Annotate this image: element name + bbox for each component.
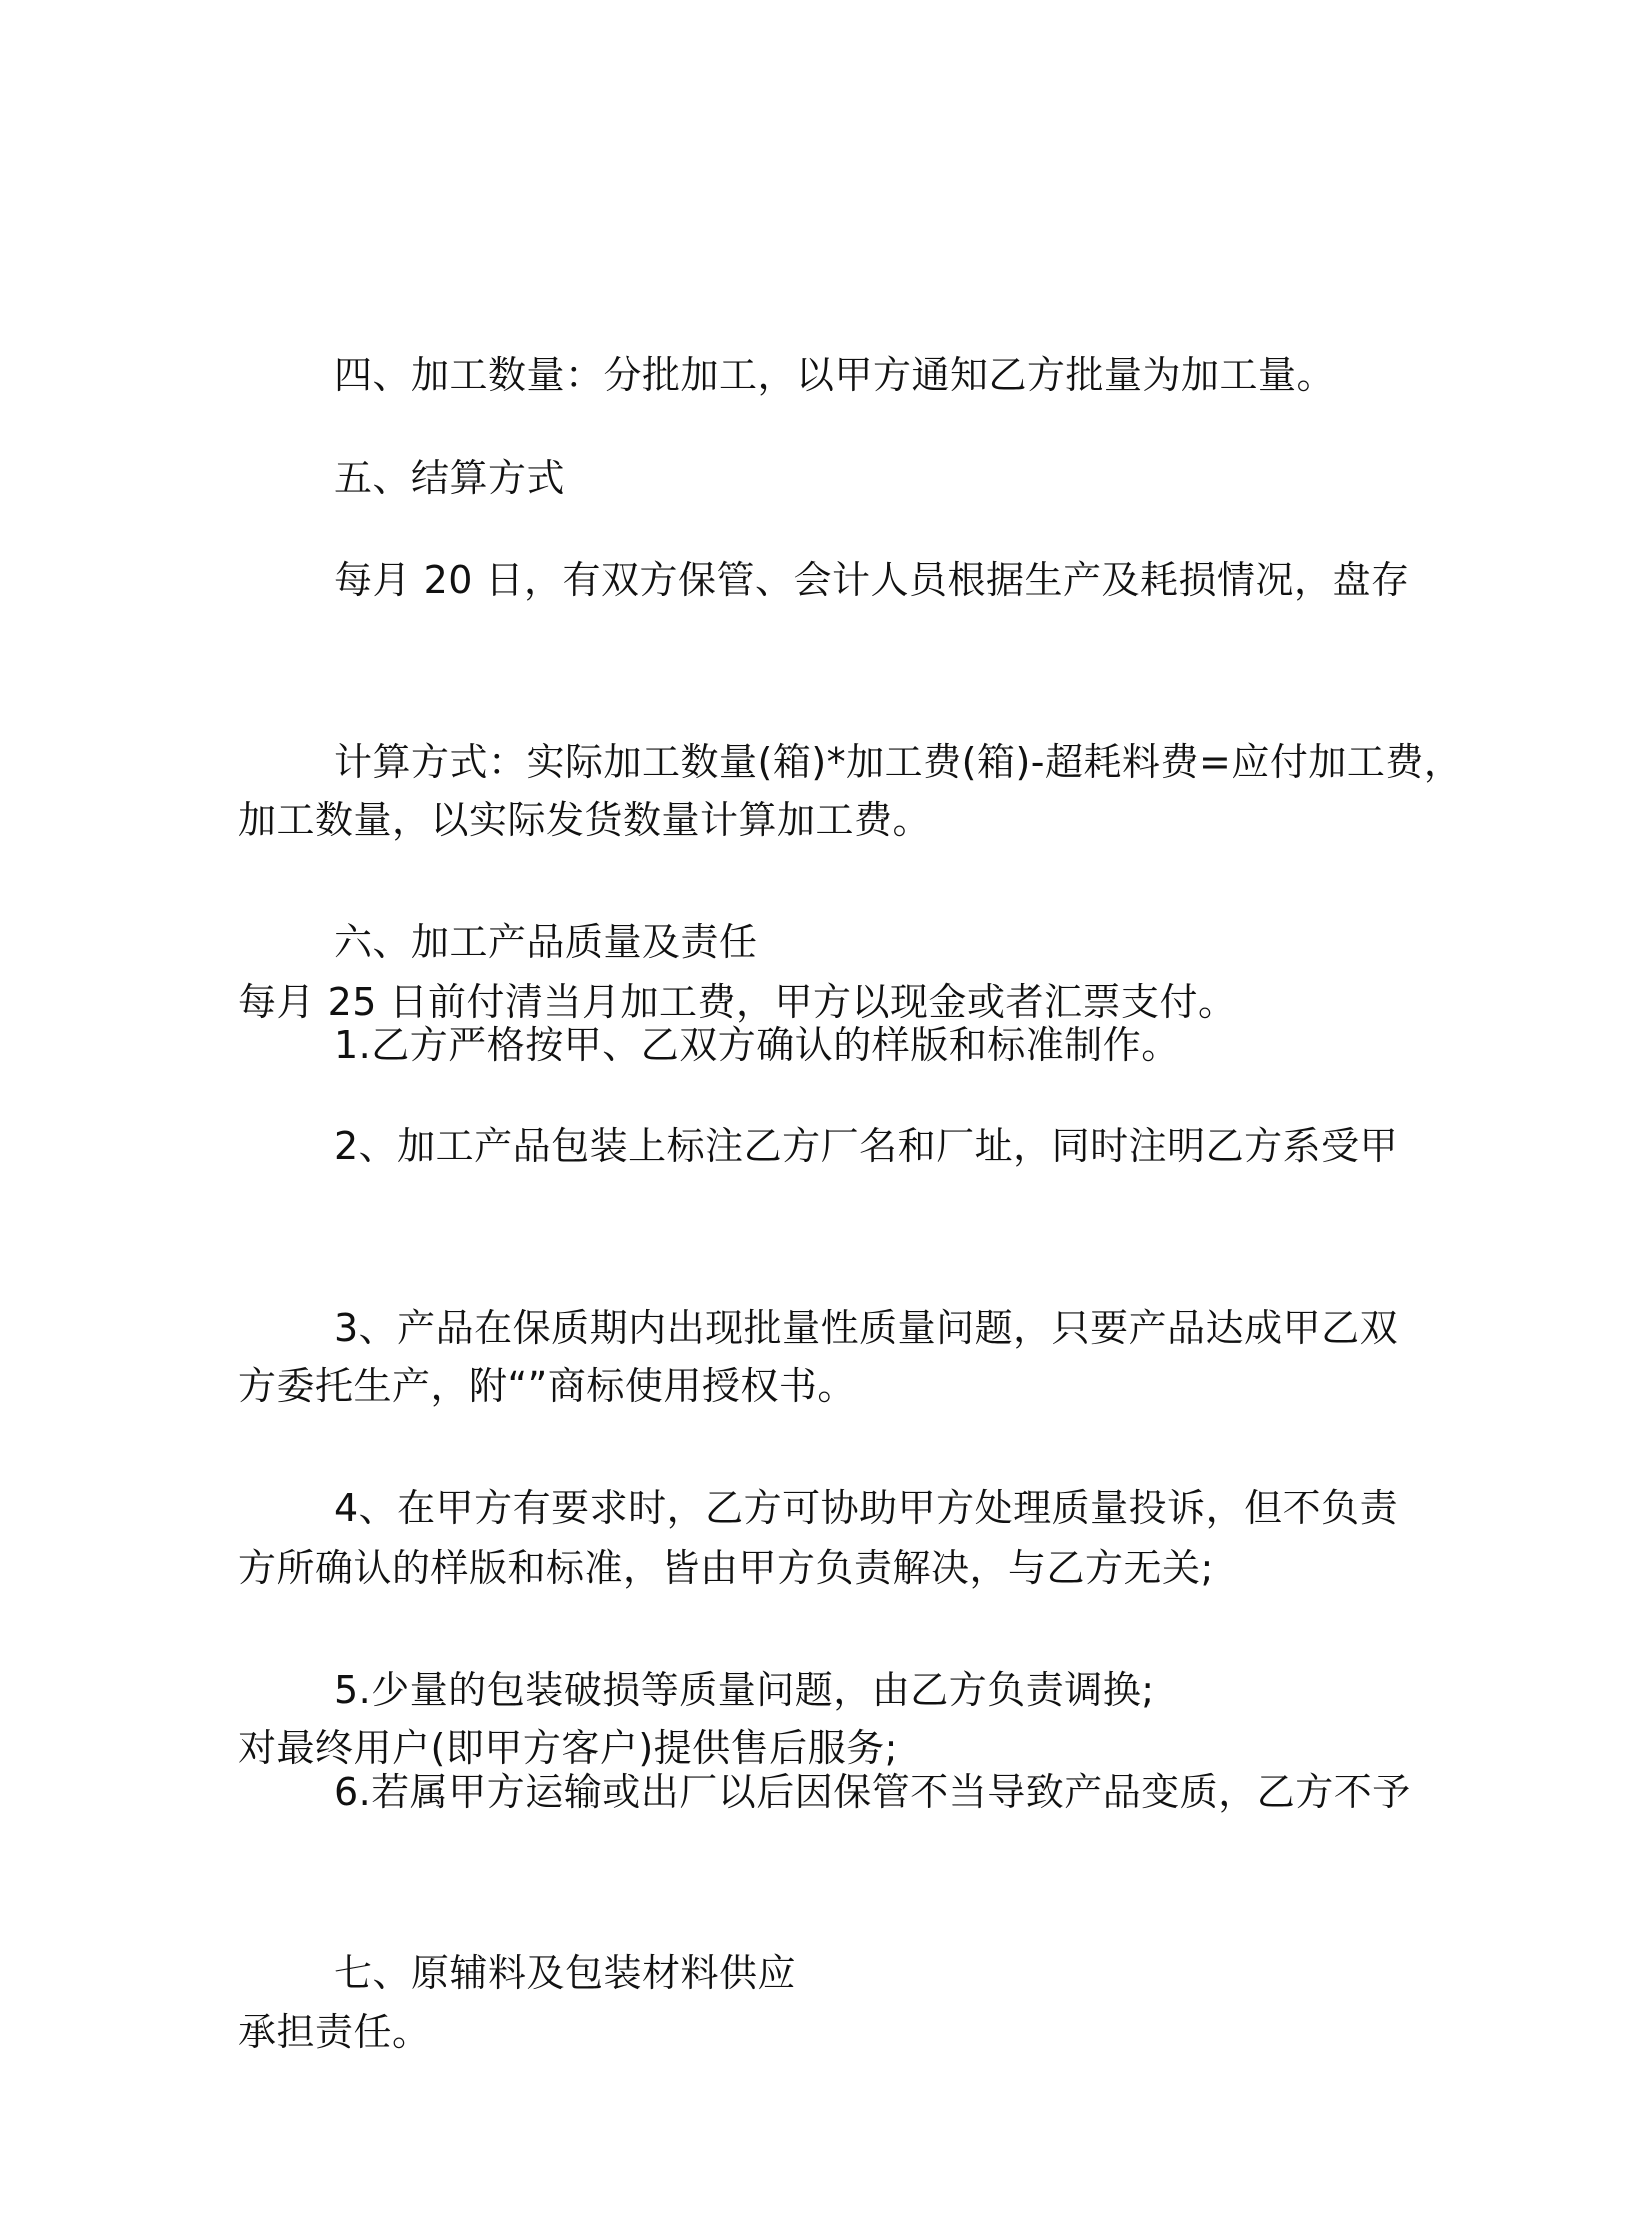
paragraph-line: 4、在甲方有要求时，乙方可协助甲方处理质量投诉，但不负责	[334, 1486, 1399, 1530]
heading-raw-materials-supply	[238, 1773, 1388, 2173]
paragraph-line: 计算方式：实际加工数量(箱)*加工费(箱)-超耗料费=应付加工费，	[334, 740, 1463, 784]
paragraph-line: 四、加工数量：分批加工，以甲方通知乙方批量为加工量。	[334, 353, 1336, 397]
paragraph-line: 承担责任。	[238, 2010, 431, 2054]
paragraph-line: 七、原辅料及包装材料供应	[334, 1951, 797, 1995]
paragraph-line: 每月 20 日，有双方保管、会计人员根据生产及耗损情况，盘存	[334, 558, 1410, 602]
paragraph-line: 3、产品在保质期内出现批量性质量问题，只要产品达成甲乙双	[334, 1306, 1399, 1350]
paragraph-line: 五、结算方式	[334, 456, 566, 500]
paragraph-line: 对最终用户(即甲方客户)提供售后服务;	[238, 1726, 898, 1770]
paragraph-line: 6.若属甲方运输或出厂以后因保管不当导致产品变质，乙方不予	[334, 1770, 1411, 1814]
paragraph-line: 方所确认的样版和标准，皆由甲方负责解决，与乙方无关;	[238, 1546, 1214, 1590]
paragraph-line: 六、加工产品质量及责任	[334, 920, 758, 964]
paragraph-line: 2、加工产品包装上标注乙方厂名和厂址，同时注明乙方系受甲	[334, 1124, 1399, 1168]
paragraph-line: 方委托生产，附“”商标使用授权书。	[238, 1364, 856, 1408]
paragraph-line: 每月 25 日前付清当月加工费，甲方以现金或者汇票支付。	[238, 980, 1237, 1024]
paragraph-line: 1.乙方严格按甲、乙双方确认的样版和标准制作。	[334, 1023, 1180, 1067]
paragraph-line: 5.少量的包装破损等质量问题，由乙方负责调换;	[334, 1668, 1155, 1712]
paragraph-line: 加工数量，以实际发货数量计算加工费。	[238, 798, 932, 842]
